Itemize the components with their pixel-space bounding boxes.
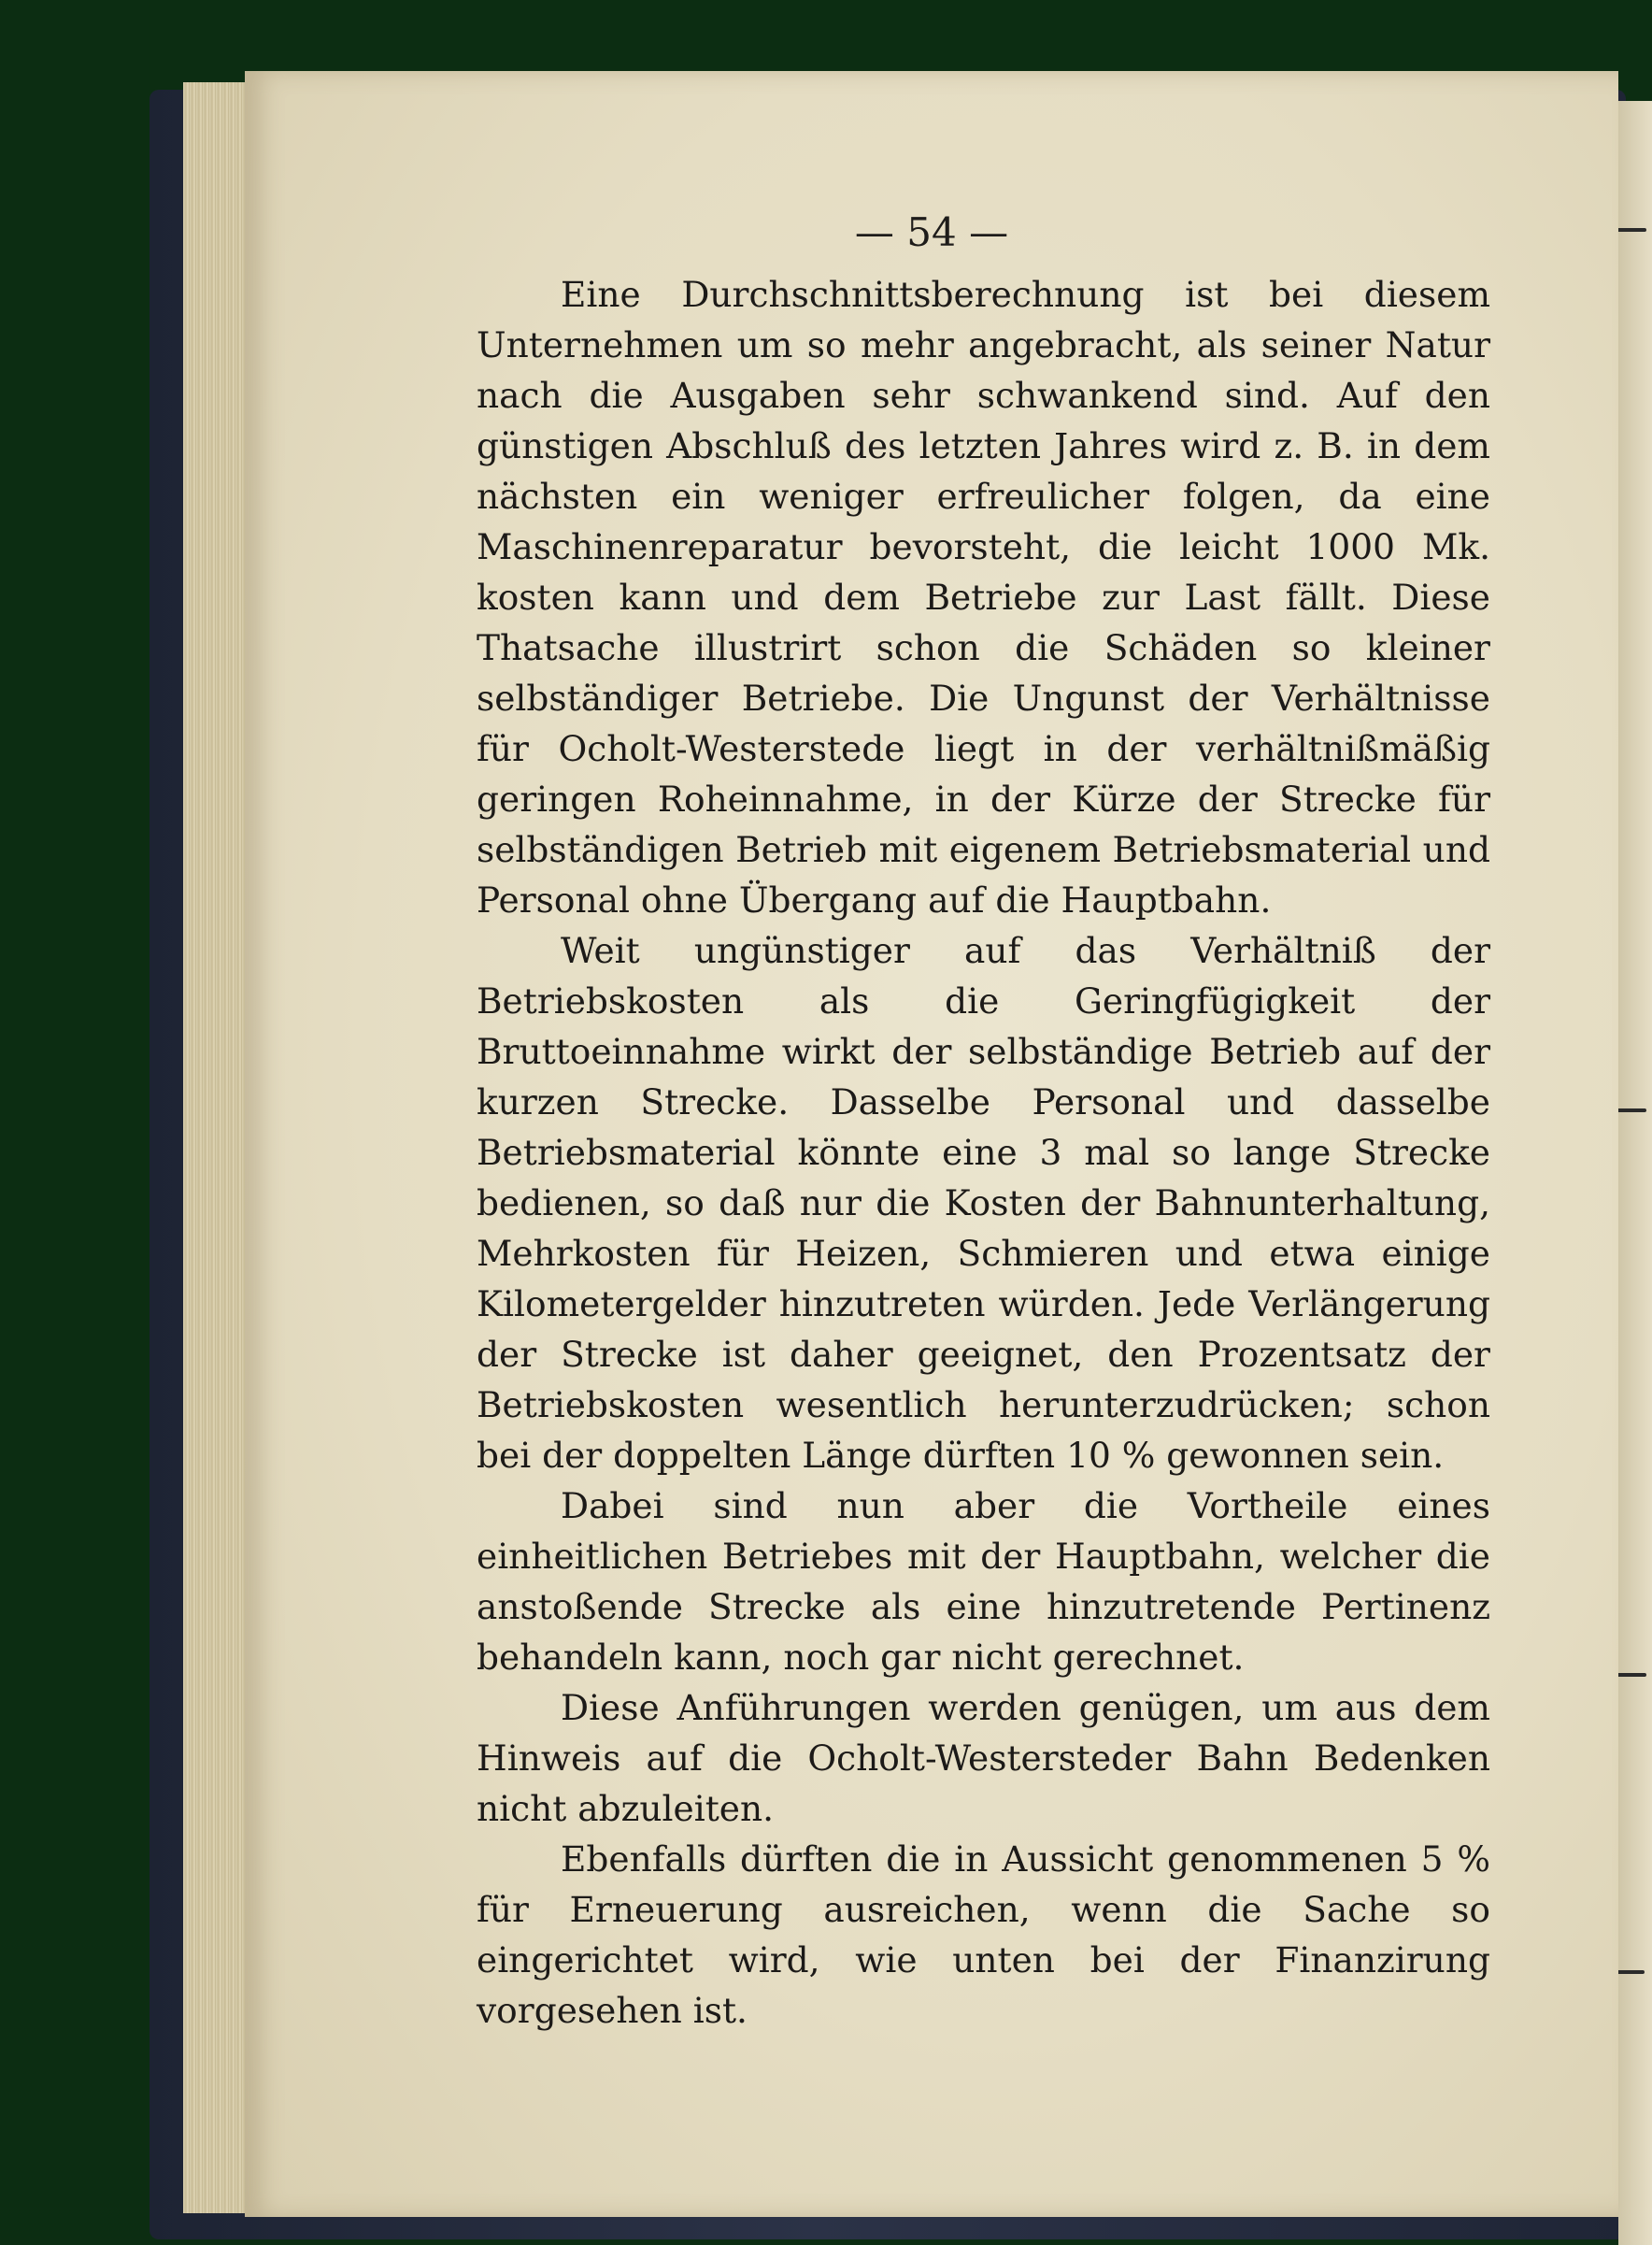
facing-page-mark [1616,1970,1645,1974]
page-number: — 54 — [854,209,1009,255]
paragraph: Weit ungünstiger auf das Verhältniß der Betriebskosten als die Geringfügigkeit der Bruttoeinnahme wirkt der selbständige Betrieb auf der kurzen Strecke. Dasselbe Personal und dasselbe Betriebsmaterial könnte eine 3 mal so lange Strecke bedienen, so daß nur die Kosten der Bahnunterhaltung, Mehrkosten für Heizen, Schmieren und etwa einige Kilometergelder hinzutreten würden. Jede Verlängerung der Strecke ist daher geeignet, den Prozentsatz der Betriebskosten wesentlich herunterzudrücken; schon bei der doppelten Länge dürften 10 % gewonnen sein. [477,930,1490,1476]
facing-page-edge [1618,101,1652,2245]
paragraph: Eine Durchschnittsberechnung ist bei diesem Unternehmen um so mehr angebracht, als seiner Natur nach die Ausgaben sehr schwankend sind. Auf den günstigen Abschluß des letzten Jahres wird z. B. in dem nächsten ein weniger erfreulicher folgen, da eine Maschinenreparatur bevorsteht, die leicht 1000 Mk. kosten kann und dem Betriebe zur Last fällt. Diese Thatsache illustrirt schon die Schäden so kleiner selbständiger Betriebe. Die Ungunst der Verhältnisse für Ocholt-Westerstede liegt in der verhältnißmäßig geringen Roheinnahme, in der Kürze der Strecke für selbständigen Betrieb mit eigenem Betriebsmaterial und Personal ohne Übergang auf die Hauptbahn. [477,274,1490,921]
page-body [477,269,1490,2036]
paragraph: Ebenfalls dürften die in Aussicht genommenen 5 % für Erneuerung ausreichen, wenn die Sache so eingerichtet wird, wie unten bei der Finanzirung vorgesehen ist. [477,1838,1490,2031]
paragraph: Dabei sind nun aber die Vortheile eines einheitlichen Betriebes mit der Hauptbahn, welcher die anstoßende Strecke als eine hinzutretende Pertinenz behandeln kann, noch gar nicht gerechnet. [477,1485,1490,1678]
paragraph: Diese Anführungen werden genügen, um aus dem Hinweis auf die Ocholt-Westersteder Bahn Bedenken nicht abzuleiten. [477,1687,1490,1829]
